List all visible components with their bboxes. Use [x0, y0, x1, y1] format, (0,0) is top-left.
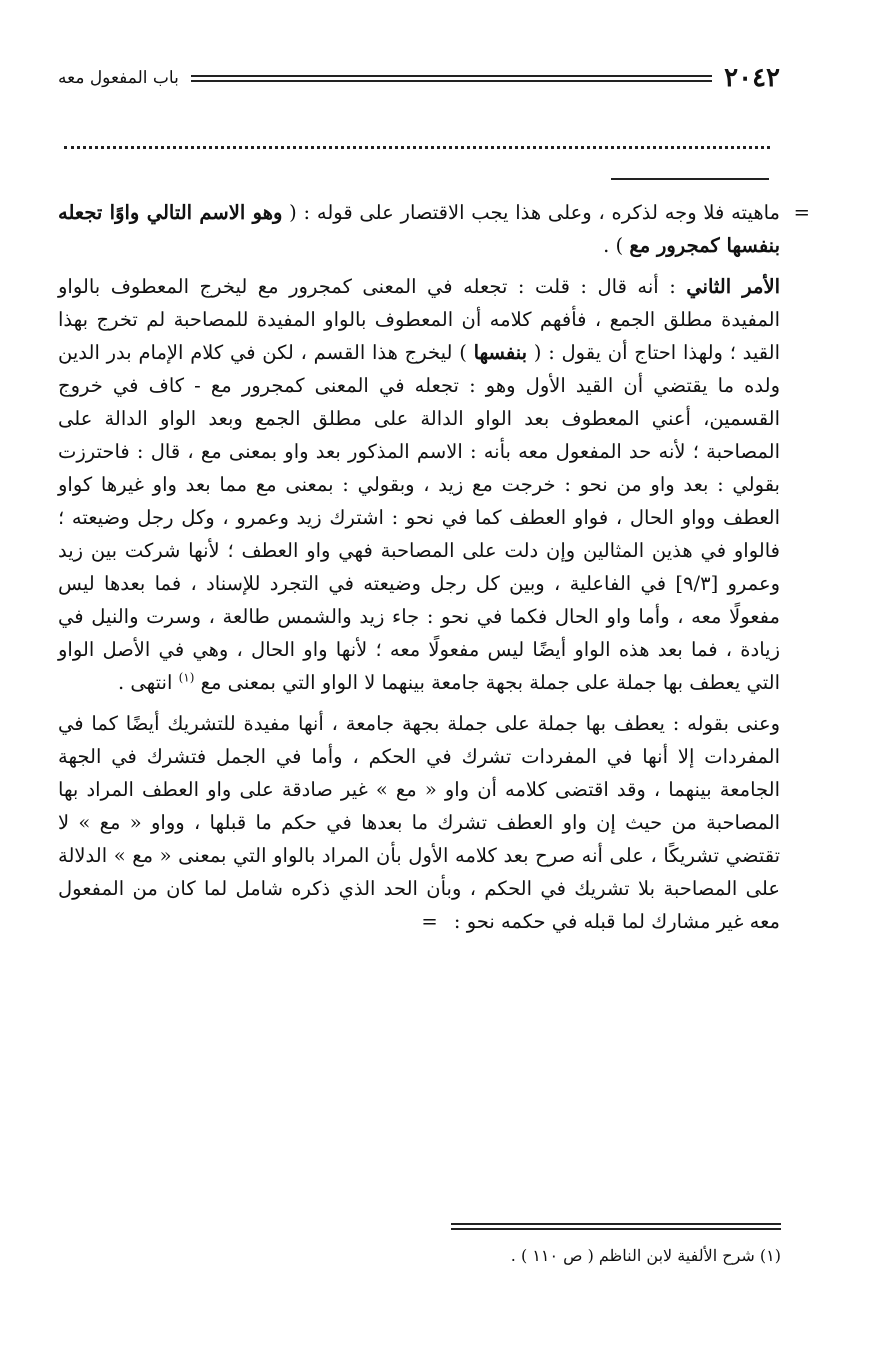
quoted-word: بنفسها [473, 341, 528, 364]
paragraph-2-text-c: ) ليخرج هذا القسم ، لكن في كلام الإمام بدر الدين ولده ما يقتضي أن القيد الأول وهو : تجعله في المعنى كمجرور مع - كاف في خروج القسمين، أعني المعطوف بعد الواو الدالة على مطلق الجمع وبعد الواو الدالة على المصاحبة ؛ لأنه حد المفعول معه بأنه : الاسم المذكور بعد واو بمعنى مع ، قال : فاحترزت بقولي : بعد واو من نحو : خرجت مع زيد ، وبقولي : بمعنى مع مما بعد واو غيرها كواو العطف وواو الحال ، فواو العطف كما في نحو : اشترك زيد وعمرو ، وكل رجل وضيعته ؛ فالواو في هذين المثالين وإن دلت على المصاحبة فهي واو العطف ؛ لأنها شركت بين زيد وعمرو [٩/٣] في الفاعلية ، وبين كل رجل وضيعته في التجرد للإسناد ، فما بعدها ليس مفعولًا معه ، وأما واو الحال فكما في نحو : جاء زيد والشمس طالعة ، وسرت والنيل في زيادة ، فما بعد هذه الواو أيضًا ليس مفعولًا معه ؛ لأنها واو الحال ، وهي في الأصل الواو التي يعطف بها جملة على جملة بجهة جامعة بينهما لا الواو التي بمعنى مع [58, 341, 781, 694]
page-number: ٢٠٤٢ [724, 63, 780, 93]
inline-heading: الأمر الثاني [686, 275, 780, 298]
paragraph-continuation [58, 196, 810, 262]
paragraph-2-text-d: انتهى . [118, 671, 179, 694]
short-separator-rule [611, 178, 769, 180]
paragraph-1-text-a: ماهيته فلا وجه لذكره ، وعلى هذا يجب الاقتصار على قوله : ( [282, 201, 780, 224]
footnote-double-rule [451, 1223, 781, 1230]
paragraph-third [58, 707, 780, 938]
main-text [58, 196, 810, 938]
chapter-title: باب المفعول معه [58, 68, 179, 88]
footnote-reference: (١) [178, 670, 195, 685]
paragraph-3-text: وعنى بقوله : يعطف بها جملة على جملة بجهة جامعة ، أنها مفيدة للتشريك أيضًا كما في المفردات إلا أنها في المفردات تشرك في الحكم ، وأما في الجمل فتشرك في الجهة الجامعة بينهما ، وقد اقتضى كلامه أن واو « مع » غير صادقة على واو العطف المراد بها المصاحبة من حيث إن واو العطف تشرك ما بعدها في حكم ما قبلها ، وواو « مع » لا تقتضي تشريكًا ، على أنه صرح بعد كلامه الأول بأن المراد بالواو التي بمعنى « مع » الدلالة على المصاحبة بلا تشريك في الحكم ، وبأن الحد الذي ذكره شامل لما كان من المفعول معه غير مشارك لما قبله في حكمه نحو : [58, 712, 780, 933]
continuation-mark-end: = [421, 910, 438, 933]
continuation-mark-start: = [793, 201, 810, 224]
running-header [58, 58, 780, 98]
paragraph-1-text-c: ) . [603, 234, 630, 257]
dotted-separator [64, 146, 770, 149]
header-double-rule [191, 73, 712, 83]
quoted-definition: وهو الاسم التالي واوًا تجعله بنفسها كمجرور مع [58, 201, 780, 257]
paragraph-2-text-a: : أنه قال : قلت : تجعله في المعنى كمجرور مع ليخرج المعطوف بالواو المفيدة مطلق الجمع ، فأفهم كلامه أن المعطوف بالواو المفيدة للمصاحبة لم تخرج بهذا القيد ؛ ولهذا احتاج أن يقول : ( [58, 275, 780, 364]
footnote: (١) شرح الألفية لابن الناظم ( ص ١١٠ ) . [510, 1246, 781, 1265]
paragraph-second-matter [58, 270, 780, 699]
